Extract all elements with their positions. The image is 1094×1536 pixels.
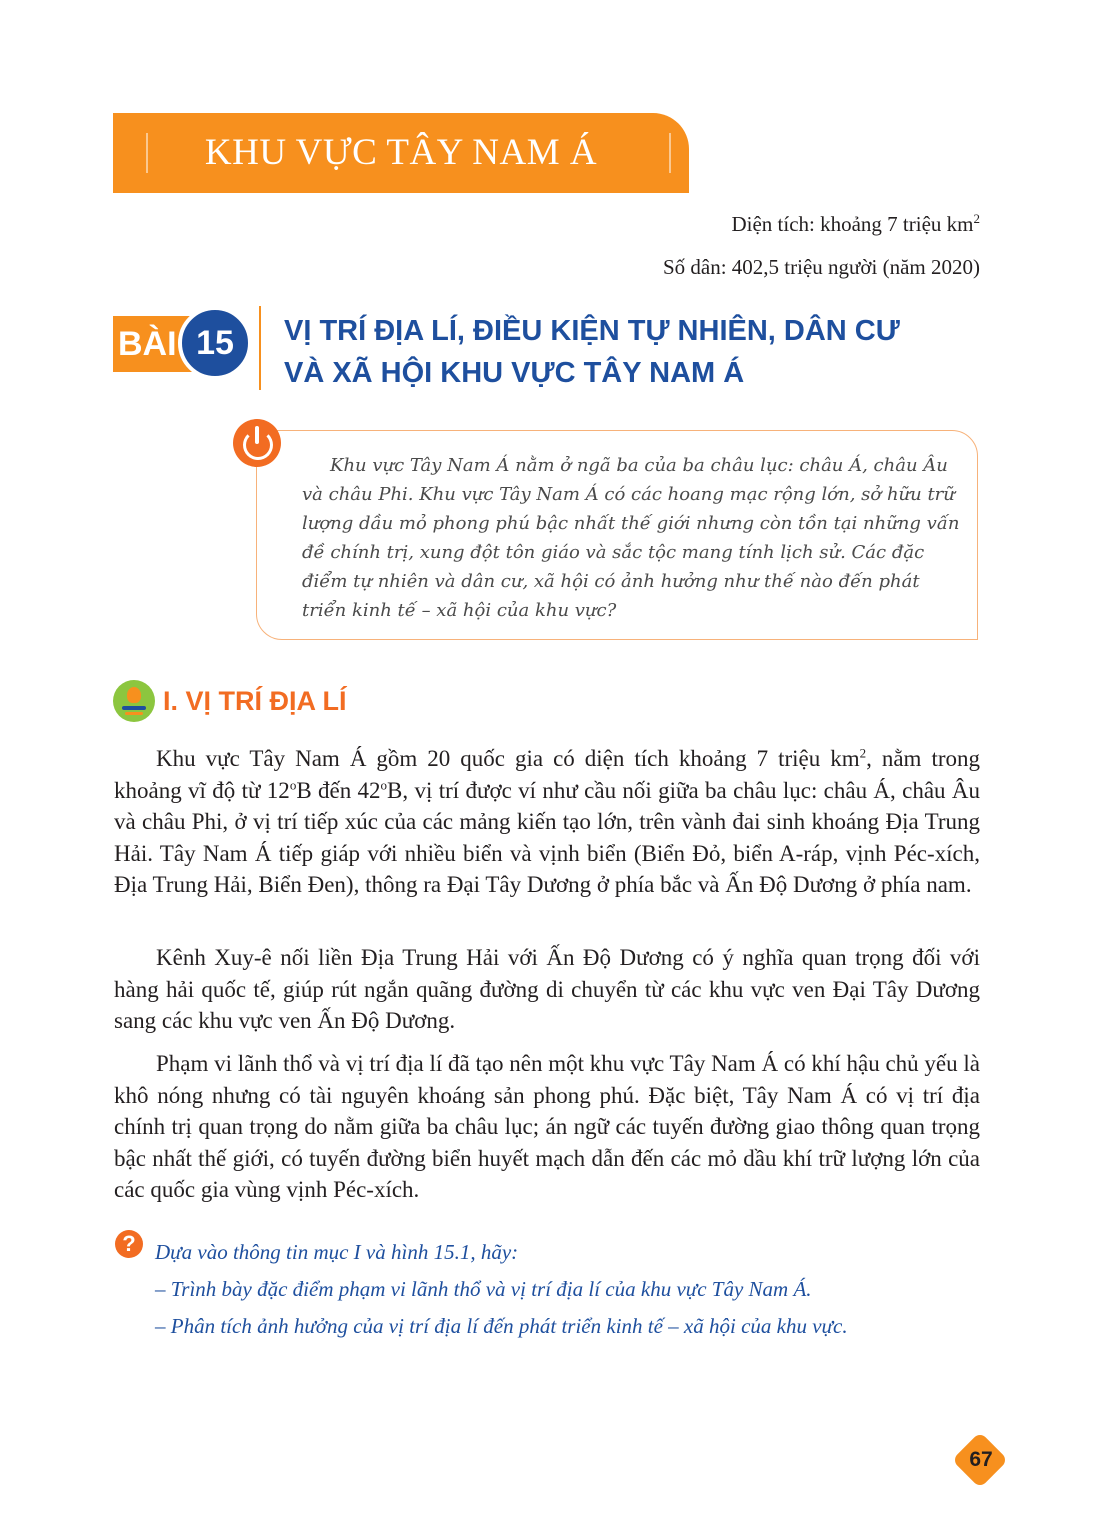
lightbulb-icon [113,680,155,722]
paragraph-2: Kênh Xuy-ê nối liền Địa Trung Hải với Ấn Độ Dương có ý nghĩa quan trọng đối với hàng hải quốc tế, giúp rút ngắn quãng đường di chuyển từ các khu vực ven Đại Tây Dương sang các khu vực ven Ấn Độ Dương. [114,945,980,1033]
intro-text: Khu vực Tây Nam Á nằm ở ngã ba của ba châu lục: châu Á, châu Âu và châu Phi. Khu vực Tây Nam Á có các hoang mạc rộng lớn, sở hữu trữ lượng dầu mỏ phong phú bậc nhất thế giới nhưng còn tồn tại những vấn đề chính trị, xung đột tôn giáo và sắc tộc mang tính lịch sử. Các đặc điểm tự nhiên và dân cư, xã hội có ảnh hưởng như thế nào đến phát triển kinh tế – xã hội của khu vực? [302,455,960,621]
lesson-number: 15 [178,306,252,380]
lesson-title-line2: VÀ XÃ HỘI KHU VỰC TÂY NAM Á [284,357,745,389]
question-icon: ? [115,1230,143,1258]
page-number: 67 [969,1448,993,1471]
lesson-title-line1: VỊ TRÍ ĐỊA LÍ, ĐIỀU KIỆN TỰ NHIÊN, DÂN CƯ [284,315,900,347]
question-item-1: – Trình bày đặc điểm phạm vi lãnh thổ và vị trí địa lí của khu vực Tây Nam Á. [155,1277,812,1301]
question-lead: Dựa vào thông tin mục I và hình 15.1, hãy: [155,1240,519,1264]
lesson-word: BÀI [118,325,177,363]
banner-divider-right [669,133,671,173]
question-item-2: – Phân tích ảnh hưởng của vị trí địa lí đến phát triển kinh tế – xã hội của khu vực. [155,1314,848,1338]
paragraph-3: Phạm vi lãnh thổ và vị trí địa lí đã tạo nên một khu vực Tây Nam Á có khí hậu chủ yếu là khô nóng nhưng có tài nguyên khoáng sản phong phú. Đặc biệt, Tây Nam Á có vị trí địa chính trị quan trọng do nằm giữa ba châu lục; án ngữ các tuyến đường giao thông quan trọng bậc nhất thế giới, có tuyến đường biển huyết mạch dẫn đến các mỏ dầu khí trữ lượng lớn của các quốc gia vùng vịnh Péc-xích. [114,1051,980,1202]
region-title: KHU VỰC TÂY NAM Á [204,132,598,173]
paragraph-1: Khu vực Tây Nam Á gồm 20 quốc gia có diện tích khoảng 7 triệu $km^2$, nằm trong khoảng vĩ độ từ 12$^o$B đến 42$^o$B, vị trí được ví như cầu nối giữa ba châu lục: châu Á, châu Âu và châu Phi, ở vị trí tiếp xúc của các mảng kiến tạo lớn, trên vành đai sinh khoáng Địa Trung Hải. Tây Nam Á tiếp giáp với nhiều biển và vịnh biển (Biển Đỏ, biển A-ráp, vịnh Péc-xích, Địa Trung Hải, Biển Đen), thông ra Đại Tây Dương ở phía bắc và Ấn Độ Dương ở phía nam. [114,745,980,897]
population-stat: Số dân: 402,5 triệu người (năm 2020) [662,255,980,279]
section-title: I. VỊ TRÍ ĐỊA LÍ [163,686,347,716]
power-icon [233,419,281,467]
area-stat: Diện tích: khoảng 7 triệu $km^2$ [731,211,980,236]
region-banner [113,113,689,193]
lesson-title [284,310,984,394]
lesson-divider [259,306,261,390]
